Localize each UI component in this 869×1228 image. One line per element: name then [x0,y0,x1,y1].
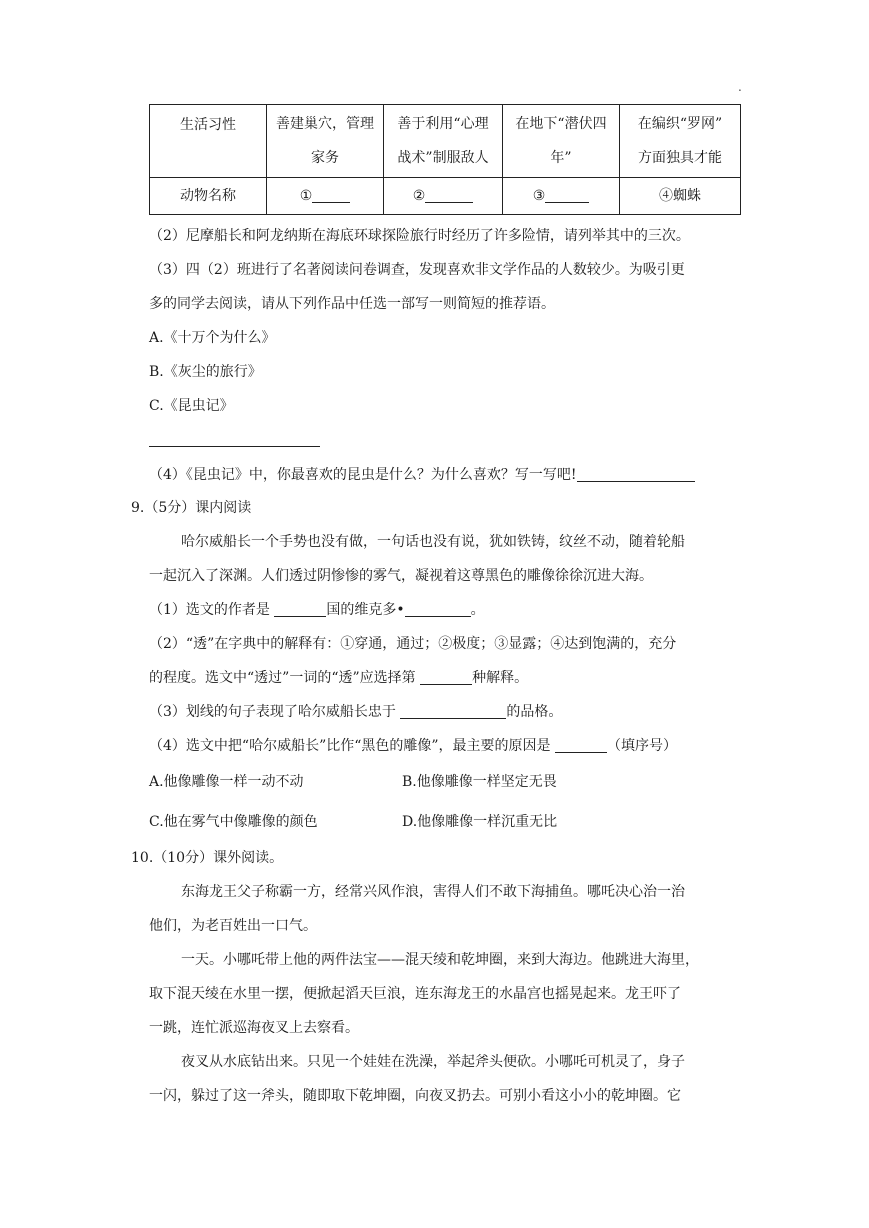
table-cell: ③ [503,178,620,215]
table-cell: 在地下“潜伏四 年” [503,105,620,178]
answer-blank[interactable] [555,736,607,753]
q8-option-c: C.《昆虫记》 [149,398,234,414]
answer-blank[interactable] [545,184,589,203]
table-cell: 在编织“罗网” 方面独具才能 [620,105,741,178]
q9-option-d: D.他像雕像一样沉重无比 [402,814,558,830]
answer-blank[interactable] [405,600,471,617]
q10-para3-line2: 一闪，躲过了这一斧头，随即取下乾坤圈，向夜叉扔去。可别小看这小小的乾坤圈。它 [149,1088,681,1104]
q9-sub1: （1）选文的作者是 国的维克多• 。 [149,602,485,618]
q10-para2-line1: 一天。小哪吒带上他的两件法宝——混天绫和乾坤圈，来到大海边。他跳进大海里， [181,952,699,968]
q8-part4: （4）《昆虫记》中，你最喜欢的昆虫是什么？为什么喜欢？写一写吧! [149,465,695,485]
animal-habits-table [149,104,741,215]
q9-sub3: （3）划线的句子表现了哈尔威船长忠于 的品格。 [149,704,563,720]
answer-line[interactable] [149,446,320,447]
q10-para3-line1: 夜叉从水底钻出来。只见一个娃娃在洗澡，举起斧头便砍。小哪吒可机灵了，身子 [181,1054,685,1070]
answer-blank[interactable] [274,600,326,617]
q9-passage-line2: 一起沉入了深渊。人们透过阴惨惨的雾气，凝视着这尊黑色的雕像徐徐沉进大海。 [149,568,653,584]
corner-mark: . [738,80,742,94]
q10-para2-line3: 一跳，连忙派巡海夜叉上去察看。 [149,1020,359,1036]
q8-part2: （2）尼摩船长和阿龙纳斯在海底环球探险旅行时经历了许多险情，请列举其中的三次。 [149,228,690,244]
q9-sub4: （4）选文中把“哈尔威船长”比作“黑色的雕像”，最主要的原因是 （填序号） [149,738,677,754]
q9-passage-line1: 哈尔威船长一个手势也没有做，一句话也没有说，犹如铁铸，纹丝不动，随着轮船 [181,534,685,550]
q10-heading: 10.（10分）课外阅读。 [131,850,284,866]
q10-para2-line2: 取下混天绫在水里一摆，便掀起滔天巨浪，连东海龙王的水晶宫也摇晃起来。龙王吓了 [149,986,681,1002]
q8-part3-line1: （3）四（2）班进行了名著阅读问卷调查，发现喜欢非文学作品的人数较少。为吸引更 [149,262,685,278]
q9-sub2-line2: 的程度。选文中“透过”一词的“透”应选择第 种解释。 [149,670,529,686]
answer-blank[interactable] [577,465,695,482]
answer-blank[interactable] [400,702,506,719]
q10-para1-line1: 东海龙王父子称霸一方，经常兴风作浪，害得人们不敢下海捕鱼。哪吒决心治一治 [181,884,685,900]
q9-option-b: B.他像雕像一样坚定无畏 [402,774,557,790]
answer-blank[interactable] [425,184,473,203]
q9-heading: 9.（5分）课内阅读 [131,500,252,516]
table-row [150,178,741,215]
q9-option-a: A.他像雕像一样一动不动 [149,774,304,790]
q8-option-b: B.《灰尘的旅行》 [149,364,262,380]
table-cell: ① [267,178,384,215]
q10-para1-line2: 他们，为老百姓出一口气。 [149,918,317,934]
table-header-cell: 动物名称 [150,178,267,215]
q9-sub2-line1: （2）“透”在字典中的解释有：①穿通，通过；②极度；③显露；④达到饱满的，充分 [149,636,677,652]
table-cell: ② [384,178,503,215]
table-header-cell: 生活习性 [150,105,267,178]
q9-option-c: C.他在雾气中像雕像的颜色 [149,814,318,830]
answer-blank[interactable] [312,184,350,203]
table-cell: 善建巢穴，管理 家务 [267,105,384,178]
q8-part3-line2: 多的同学去阅读，请从下列作品中任选一部写一则简短的推荐语。 [149,296,555,312]
table-cell: ④蜘蛛 [620,178,741,215]
table-cell: 善于利用“心理 战术”制服敌人 [384,105,503,178]
table-row [150,105,741,178]
answer-blank[interactable] [420,668,472,685]
q8-option-a: A.《十万个为什么》 [149,330,276,346]
